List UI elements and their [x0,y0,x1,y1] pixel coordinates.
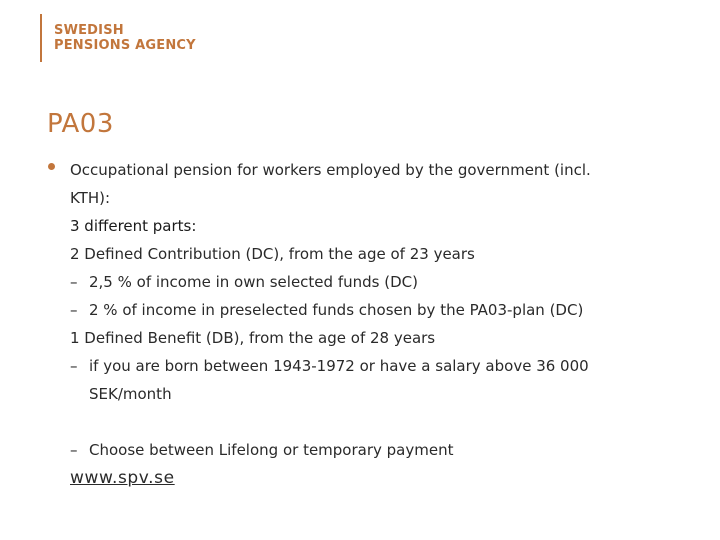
dash-icon: – [70,273,78,291]
dc-heading: 2 Defined Contribution (DC), from the age of 23 years [70,245,475,263]
page-title: PA03 [47,109,114,139]
parts-heading [70,217,196,235]
db-item-1-line-2: SEK/month [89,385,172,403]
intro-line-1: Occupational pension for workers employed by the government (incl. [70,161,591,179]
db-item-2: Choose between Lifelong or temporary payment [89,441,454,459]
dash-icon: – [70,441,78,459]
logo-line-2: PENSIONS AGENCY [54,38,196,53]
db-heading: 1 Defined Benefit (DB), from the age of 28 years [70,329,436,347]
intro-line-2: KTH): [70,189,111,207]
logo-wordmark [54,23,196,64]
dc-item-2: 2 % of income in preselected funds chosen by the PA03-plan (DC) [89,301,584,319]
db-item-1-line-1: if you are born between 1943-1972 or have a salary above 36 000 [89,357,589,375]
dash-icon: – [70,357,78,375]
parts-heading-colon: : [191,217,197,235]
logo-line-1: SWEDISH [54,23,124,38]
bullet-dot-icon [48,163,55,170]
dc-item-1: 2,5 % of income in own selected funds (DC) [89,273,418,291]
website-link[interactable]: www.spv.se [70,468,175,488]
parts-heading-text: 3 different parts [70,217,192,235]
dash-icon: – [70,301,78,319]
logo-bar [40,14,42,62]
agency-logo [40,14,196,64]
